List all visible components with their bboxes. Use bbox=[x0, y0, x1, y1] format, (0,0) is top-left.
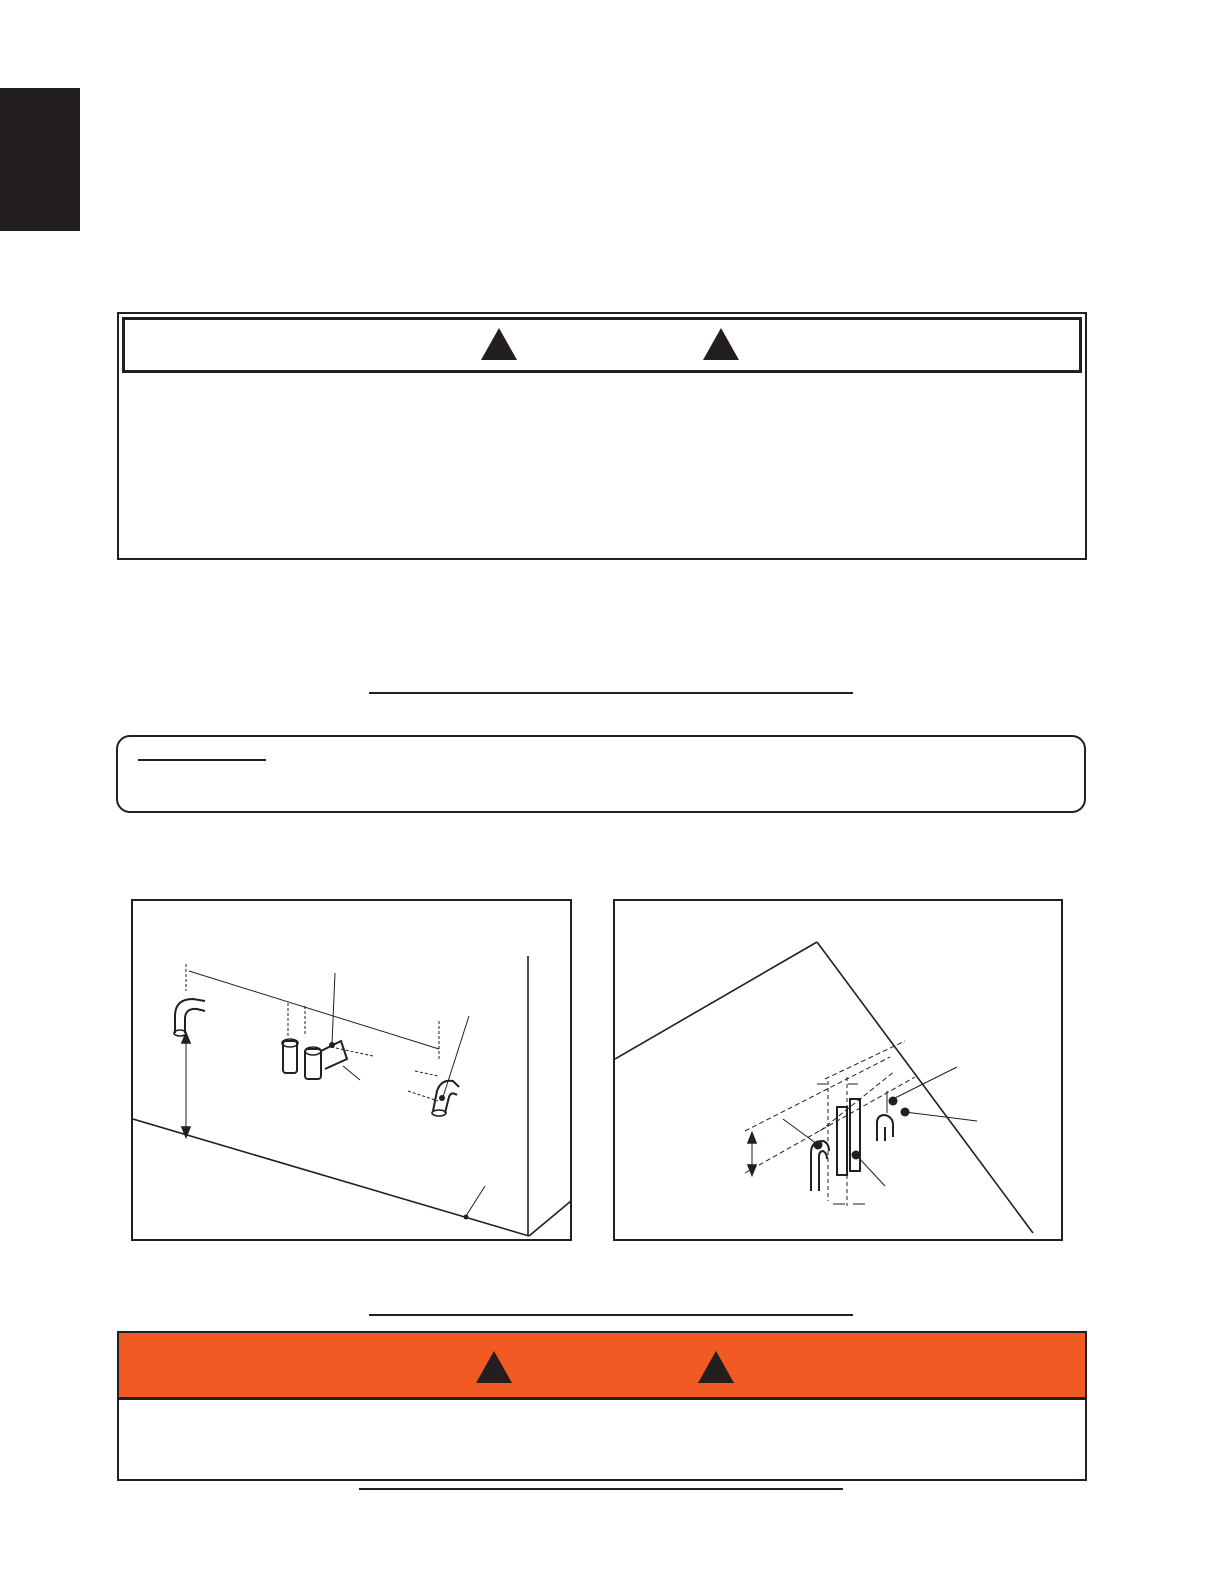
bottom-underline bbox=[359, 1488, 843, 1490]
figure-caption-underline bbox=[369, 1314, 853, 1316]
danger-box bbox=[117, 1331, 1087, 1481]
warning-triangle-icon bbox=[703, 328, 739, 360]
danger-header bbox=[119, 1333, 1085, 1400]
corner-pipe-layout-figure bbox=[613, 899, 1063, 1241]
warning-triangle-icon bbox=[476, 1351, 512, 1383]
wall-pipe-layout-figure bbox=[131, 899, 572, 1241]
warning-triangle-icon bbox=[698, 1351, 734, 1383]
warning-box bbox=[117, 312, 1087, 560]
warning-body bbox=[122, 373, 1082, 555]
warning-triangle-icon bbox=[481, 328, 517, 360]
section-heading-underline bbox=[369, 692, 853, 694]
corner-pipe-layout-drawing bbox=[615, 901, 1065, 1243]
section-tab bbox=[0, 88, 80, 231]
notice-label-underline bbox=[138, 759, 266, 761]
notice-box bbox=[116, 735, 1086, 813]
warning-header bbox=[122, 317, 1082, 373]
danger-body bbox=[119, 1400, 1085, 1479]
wall-pipe-layout-drawing bbox=[133, 901, 574, 1243]
